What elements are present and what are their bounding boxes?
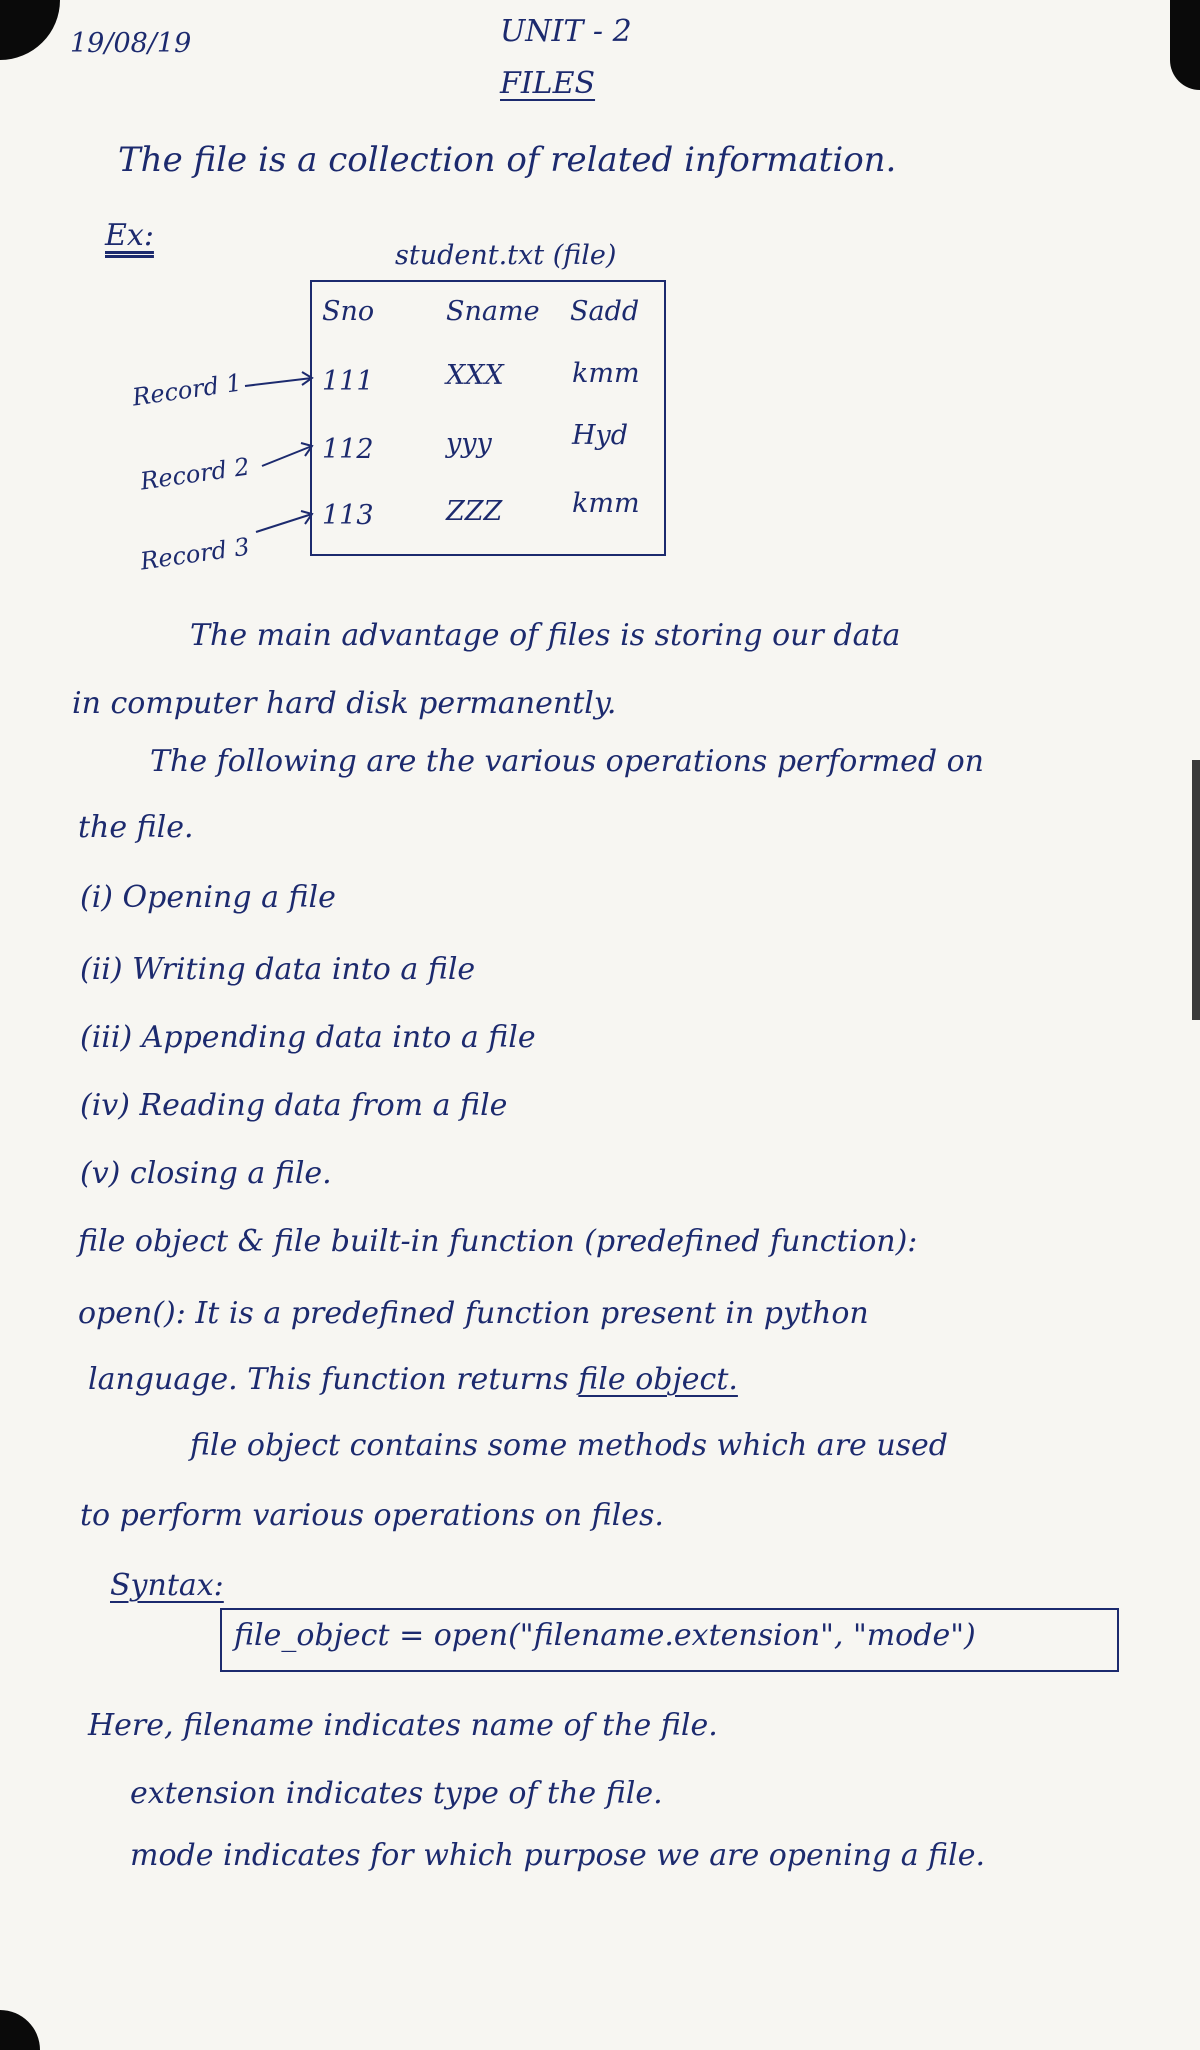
table-cell-sno-3: 113 [322, 500, 374, 531]
advantage-line-1: The main advantage of files is storing our data [190, 618, 901, 653]
syntax-code: file_object = open("filename.extension", "mode") [234, 1618, 976, 1653]
table-cell-sadd-2: Hyd [572, 420, 629, 451]
table-cell-sno-2: 112 [322, 434, 374, 465]
table-cell-sadd-3: kmm [572, 488, 640, 519]
operations-intro-line-1: The following are the various operations performed on [150, 744, 984, 779]
note-filename: Here, filename indicates name of the file. [88, 1708, 718, 1743]
operation-item: (iii) Appending data into a file [80, 1020, 536, 1055]
note-extension: extension indicates type of the file. [130, 1776, 663, 1811]
date-label: 19/08/19 [70, 28, 192, 59]
table-cell-sname-3: ZZZ [446, 496, 503, 527]
example-label: Ex: [105, 218, 154, 253]
operation-item: (iv) Reading data from a file [80, 1088, 508, 1123]
file-object-desc-line-2: to perform various operations on files. [80, 1498, 664, 1533]
record-label-1: Record 1 [130, 368, 244, 412]
arrow-icon [245, 372, 312, 532]
open-desc-text: language. This function returns [88, 1362, 579, 1397]
table-cell-sno-1: 111 [322, 366, 374, 397]
table-cell-sname-2: yyy [446, 428, 492, 459]
file-object-term: file object. [578, 1362, 738, 1397]
open-desc-line-2 [88, 1362, 738, 1397]
operation-item: (v) closing a file. [80, 1156, 332, 1191]
note-mode: mode indicates for which purpose we are opening a file. [130, 1838, 986, 1873]
record-label-2: Record 2 [138, 452, 252, 496]
column-header-sname: Sname [446, 296, 540, 327]
syntax-label: Syntax: [110, 1568, 224, 1603]
table-cell-sname-1: XXX [446, 360, 504, 391]
operations-intro-line-2: the file. [78, 810, 194, 845]
column-header-sno: Sno [322, 296, 375, 327]
table-title: student.txt (file) [395, 240, 617, 271]
column-header-sadd: Sadd [570, 296, 640, 327]
advantage-line-2: in computer hard disk permanently. [72, 686, 617, 721]
file-object-heading: file object & file built-in function (predefined function): [78, 1224, 918, 1259]
intro-text: The file is a collection of related information. [118, 140, 897, 180]
topic-title: FILES [500, 66, 596, 101]
file-object-desc-line-1: file object contains some methods which are used [190, 1428, 948, 1463]
record-label-3: Record 3 [138, 532, 252, 576]
operation-item: (i) Opening a file [80, 880, 336, 915]
unit-title: UNIT - 2 [500, 14, 632, 49]
open-desc-line-1: open(): It is a predefined function present in python [78, 1296, 869, 1331]
operation-item: (ii) Writing data into a file [80, 952, 476, 987]
table-cell-sadd-1: kmm [572, 358, 640, 389]
